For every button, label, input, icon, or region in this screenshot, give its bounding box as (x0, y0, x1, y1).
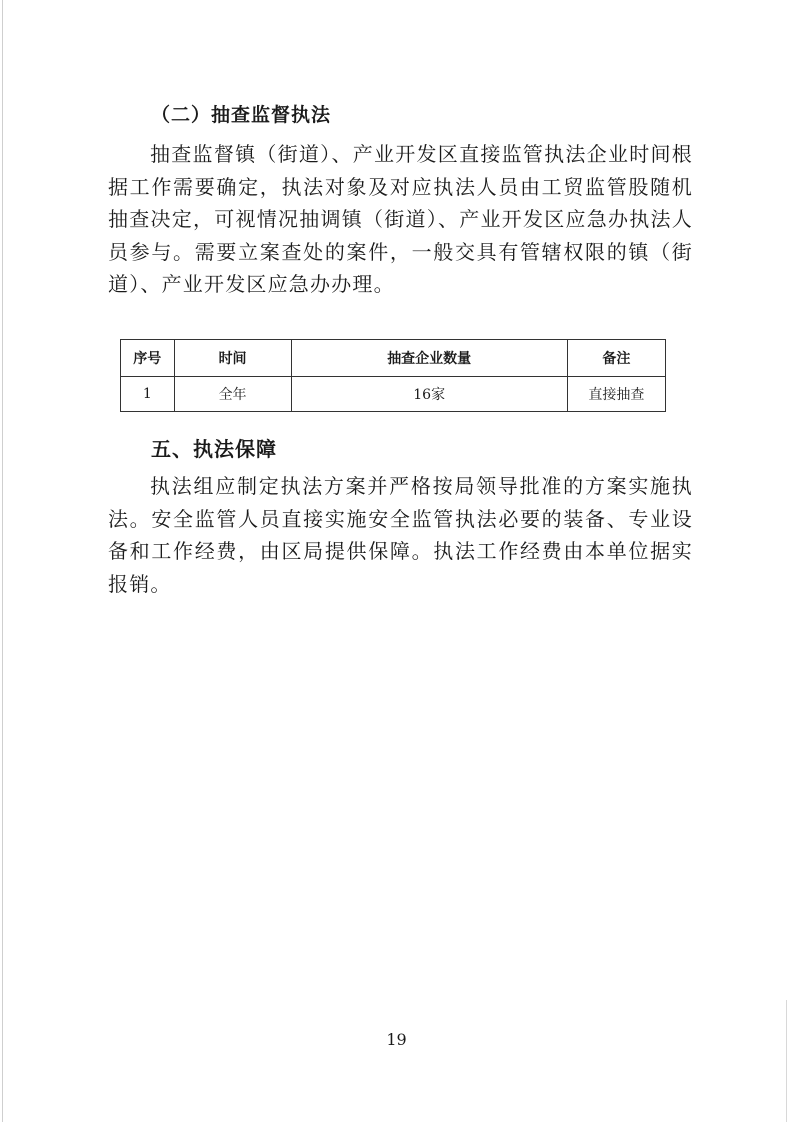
spot-check-table (120, 339, 666, 412)
table-row (121, 377, 666, 412)
cell-index: 1 (121, 377, 175, 412)
cell-time: 全年 (174, 377, 291, 412)
scan-edge (786, 1000, 787, 1122)
scan-edge (2, 0, 3, 1122)
section-heading: 五、执法保障 (151, 437, 277, 461)
header-cell-time: 时间 (174, 340, 291, 377)
paragraph-spot-check: 抽查监督镇（街道）、产业开发区直接监管执法企业时间根据工作需要确定，执法对象及对应执法人员由工贸监管股随机抽查决定，可视情况抽调镇（街道）、产业开发区应急办执法人员参与。需要立案查处的案件，一般交具有管辖权限的镇（街道）、产业开发区应急办办理。 (108, 142, 693, 296)
section-sub-heading: （二）抽查监督执法 (151, 104, 332, 126)
cell-remark: 直接抽查 (567, 377, 665, 412)
paragraph-enforcement-support: 执法组应制定执法方案并严格按局领导批准的方案实施执法。安全监管人员直接实施安全监管执法必要的装备、专业设备和工作经费，由区局提供保障。执法工作经费由本单位据实报销。 (108, 474, 693, 596)
header-cell-remark: 备注 (567, 340, 665, 377)
table-header-row (121, 340, 666, 377)
cell-count: 16家 (291, 377, 567, 412)
page-number: 19 (386, 1030, 407, 1049)
header-cell-index: 序号 (121, 340, 175, 377)
header-cell-count: 抽查企业数量 (291, 340, 567, 377)
